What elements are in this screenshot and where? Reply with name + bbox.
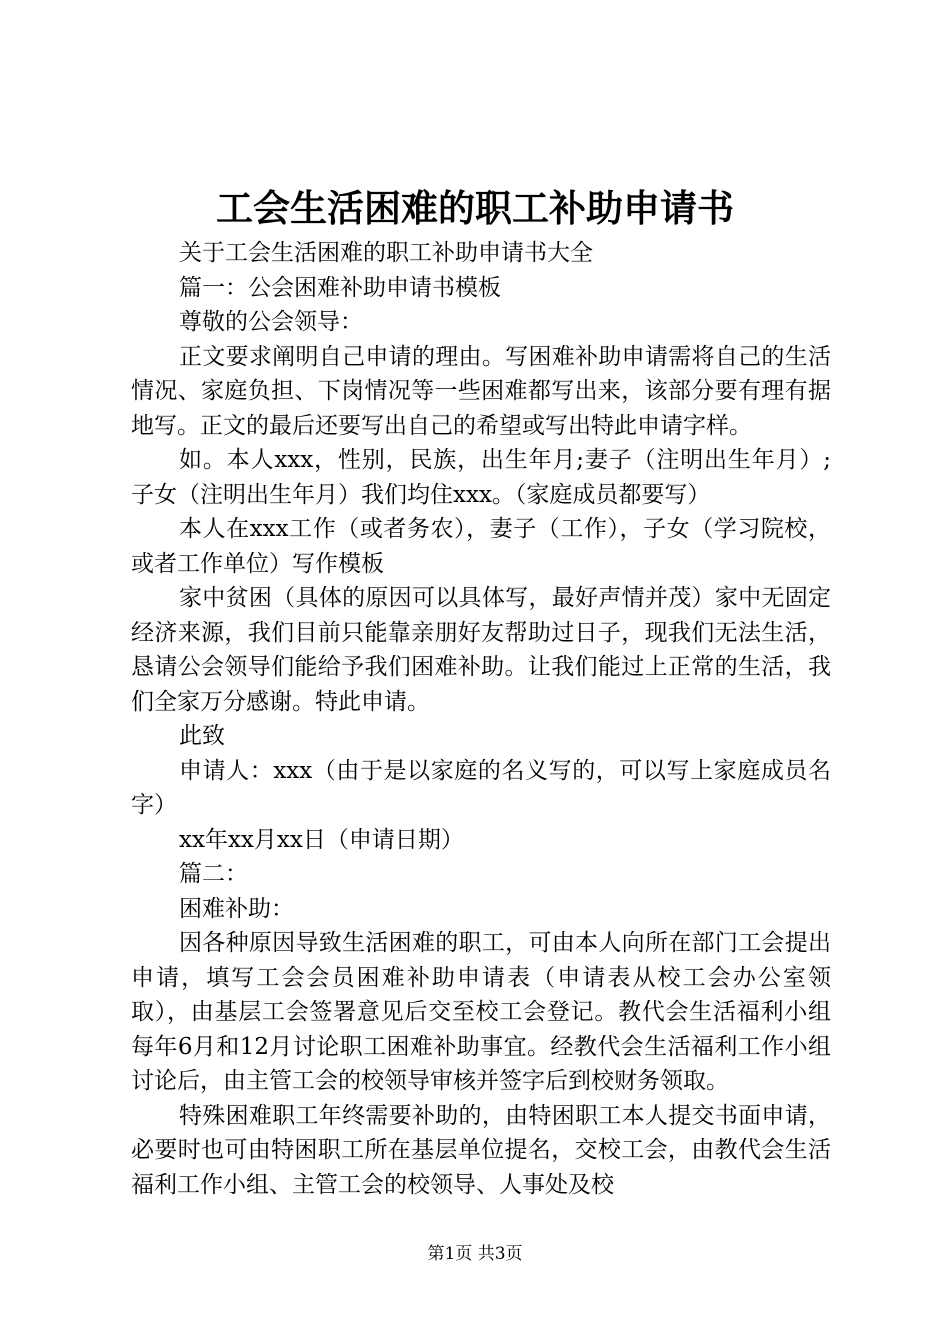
paragraph: 篇二： <box>179 861 248 887</box>
paragraph: xx年xx月xx日（申请日期） <box>179 826 464 853</box>
paragraph: 困难补助： <box>179 895 294 922</box>
document-body <box>131 236 831 1202</box>
paragraph: 此致 <box>179 723 225 749</box>
page-footer: 第1页 共3页 <box>427 1244 523 1264</box>
paragraph: 家中贫困（具体的原因可以具体写，最好声情并茂）家中无固定经济来源，我们目前只能靠亲朋好友帮助过日子，现我们无法生活，恳请公会领导们能给予我们困难补助。让我们能过上正常的生活，我们全家万分感谢。特此申请。 <box>131 585 831 715</box>
paragraph: 申请人：xxx（由于是以家庭的名义写的，可以写上家庭成员名字） <box>131 757 831 818</box>
paragraph: 本人在xxx工作（或者务农），妻子（工作），子女（学习院校，或者工作单位）写作模板 <box>131 516 831 577</box>
paragraph: 篇一：公会困难补助申请书模板 <box>179 274 501 301</box>
document-title: 工会生活困难的职工补助申请书 <box>216 186 734 230</box>
paragraph: 尊敬的公会领导： <box>179 309 363 335</box>
paragraph: 因各种原因导致生活困难的职工，可由本人向所在部门工会提出申请，填写工会会员困难补助申请表（申请表从校工会办公室领取），由基层工会签署意见后交至校工会登记。教代会生活福利小组每年6月和12月讨论职工困难补助事宜。经教代会生活福利工作小组讨论后，由主管工会的校领导审核并签字后到校财务领取。 <box>131 930 831 1094</box>
paragraph: 特殊困难职工年终需要补助的，由特困职工本人提交书面申请，必要时也可由特困职工所在基层单位提名，交校工会，由教代会生活福利工作小组、主管工会的校领导、人事处及校 <box>131 1102 831 1198</box>
paragraph: 如。本人xxx，性别，民族，出生年月;妻子（注明出生年月）;子女（注明出生年月）我们均住xxx。（家庭成员都要写） <box>131 447 831 508</box>
paragraph: 关于工会生活困难的职工补助申请书大全 <box>179 240 593 266</box>
paragraph: 正文要求阐明自己申请的理由。写困难补助申请需将自己的生活情况、家庭负担、下岗情况等一些困难都写出来，该部分要有理有据地写。正文的最后还要写出自己的希望或写出特此申请字样。 <box>131 343 831 439</box>
